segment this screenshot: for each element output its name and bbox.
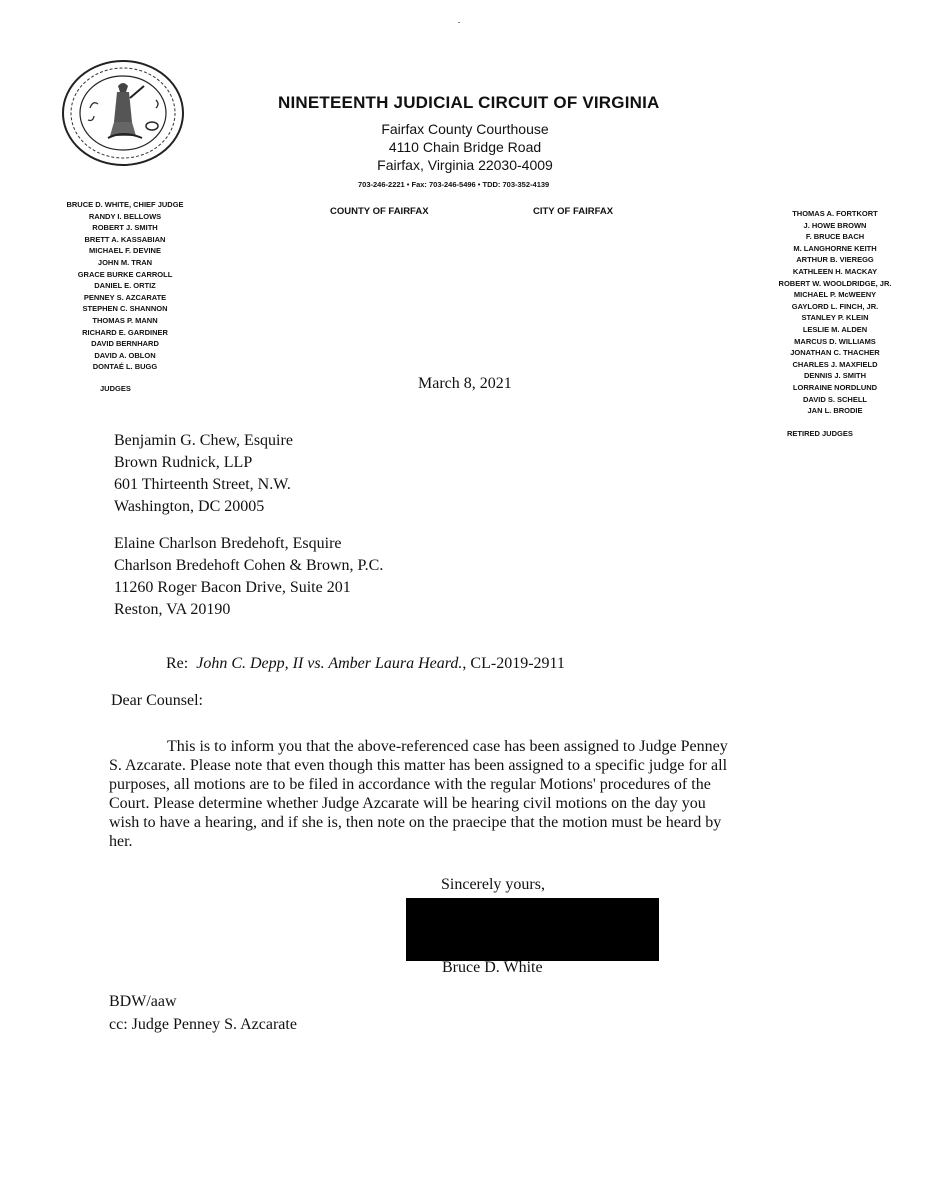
judge-name: RICHARD E. GARDINER xyxy=(82,327,168,337)
judge-name: DANIEL E. ORTIZ xyxy=(94,281,156,291)
body-line: her. xyxy=(109,833,133,850)
address-line: 4110 Chain Bridge Road xyxy=(388,139,542,155)
letter-date: March 8, 2021 xyxy=(418,375,512,392)
body-line: wish to have a hearing, and if she is, then note on the praecipe that the motion must be heard by xyxy=(109,814,722,831)
retired-judge-name: M. LANGHORNE KEITH xyxy=(793,243,877,253)
address-line: Fairfax, Virginia 22030-4009 xyxy=(377,157,553,173)
court-phone-numbers: 703-246-2221 • Fax: 703-246-5496 • TDD: 703-352-4139 xyxy=(358,180,550,189)
virginia-seal-icon xyxy=(60,58,186,168)
retired-judge-name: GAYLORD L. FINCH, JR. xyxy=(791,301,879,311)
re-line xyxy=(166,655,565,673)
recipient-address-1 xyxy=(114,430,293,518)
case-number: , CL-2019-2911 xyxy=(462,655,565,672)
retired-judge-name: JONATHAN C. THACHER xyxy=(790,348,880,358)
judges-label: JUDGES xyxy=(100,384,131,393)
retired-judge-name: DAVID S. SCHELL xyxy=(802,394,868,404)
retired-judge-name: CHARLES J. MAXFIELD xyxy=(792,359,878,369)
judge-name: DAVID BERNHARD xyxy=(91,339,159,349)
retired-judge-name: DENNIS J. SMITH xyxy=(803,371,867,381)
court-address xyxy=(360,120,570,174)
address-line: Washington, DC 20005 xyxy=(114,498,265,515)
retired-judge-name: THOMAS A. FORTKORT xyxy=(792,209,878,218)
signature-redaction xyxy=(406,898,659,961)
body-line: This is to inform you that the above-referenced case has been assigned to Judge Penney xyxy=(167,738,728,755)
judge-name: ROBERT J. SMITH xyxy=(92,223,158,233)
reference-initials: BDW/aaw xyxy=(109,993,177,1010)
judge-name: RANDY I. BELLOWS xyxy=(88,211,162,221)
court-name: NINETEENTH JUDICIAL CIRCUIT OF VIRGINIA xyxy=(278,93,660,112)
recipient-address-2 xyxy=(114,533,383,621)
retired-judge-name: LESLIE M. ALDEN xyxy=(802,324,868,334)
address-line: Benjamin G. Chew, Esquire xyxy=(114,432,293,449)
retired-judges-label: RETIRED JUDGES xyxy=(787,429,853,438)
retired-judge-name: ARTHUR B. VIEREGG xyxy=(796,255,874,265)
address-line: Elaine Charlson Bredehoft, Esquire xyxy=(114,535,342,552)
retired-judge-name: MICHAEL P. McWEENY xyxy=(793,290,877,300)
county-label: COUNTY OF FAIRFAX xyxy=(330,206,429,217)
judge-name: DONTAÉ L. BUGG xyxy=(92,362,158,372)
judge-name: STEPHEN C. SHANNON xyxy=(82,304,168,314)
retired-judge-name: MARCUS D. WILLIAMS xyxy=(794,336,876,346)
retired-judge-name: KATHLEEN H. MACKAY xyxy=(792,266,878,276)
closing: Sincerely yours, xyxy=(441,876,545,893)
retired-judge-name: JAN L. BRODIE xyxy=(807,406,863,416)
retired-judge-name: STANLEY P. KLEIN xyxy=(801,313,869,323)
retired-judge-name: J. HOWE BROWN xyxy=(803,220,867,230)
address-line: 601 Thirteenth Street, N.W. xyxy=(114,476,291,493)
judge-name: BRUCE D. WHITE, CHIEF JUDGE xyxy=(66,200,184,209)
signer-name: Bruce D. White xyxy=(442,959,543,976)
salutation: Dear Counsel: xyxy=(111,692,203,709)
body-line: purposes, all motions are to be filed in accordance with the regular Motions' procedures of the xyxy=(109,776,711,793)
judge-name: GRACE BURKE CARROLL xyxy=(77,269,173,279)
re-prefix: Re: xyxy=(166,655,189,672)
judges-list xyxy=(40,199,210,373)
judge-name: BRETT A. KASSABIAN xyxy=(84,234,166,244)
judge-name: DAVID A. OBLON xyxy=(94,350,156,360)
body-line: Court. Please determine whether Judge Azcarate will be hearing civil motions on the day you xyxy=(109,795,706,812)
address-line: Reston, VA 20190 xyxy=(114,601,231,618)
scan-speck xyxy=(458,22,460,23)
address-line: 11260 Roger Bacon Drive, Suite 201 xyxy=(114,579,351,596)
address-line: Charlson Bredehoft Cohen & Brown, P.C. xyxy=(114,557,384,574)
retired-judges-list xyxy=(760,208,910,417)
address-line: Fairfax County Courthouse xyxy=(381,121,549,137)
case-title: John C. Depp, II vs. Amber Laura Heard. xyxy=(196,655,463,672)
judge-name: PENNEY S. AZCARATE xyxy=(83,292,167,302)
cc-line: cc: Judge Penney S. Azcarate xyxy=(109,1016,297,1033)
address-line: Brown Rudnick, LLP xyxy=(114,454,253,471)
judge-name: MICHAEL F. DEVINE xyxy=(89,246,161,256)
retired-judge-name: LORRAINE NORDLUND xyxy=(792,382,878,392)
judge-name: THOMAS P. MANN xyxy=(92,315,158,325)
letter-body xyxy=(109,737,829,851)
judge-name: JOHN M. TRAN xyxy=(97,257,153,267)
retired-judge-name: F. BRUCE BACH xyxy=(805,232,865,242)
retired-judge-name: ROBERT W. WOOLDRIDGE, JR. xyxy=(778,278,892,288)
body-line: S. Azcarate. Please note that even though this matter has been assigned to a specific judge for all xyxy=(109,757,728,774)
city-label: CITY OF FAIRFAX xyxy=(533,206,614,217)
